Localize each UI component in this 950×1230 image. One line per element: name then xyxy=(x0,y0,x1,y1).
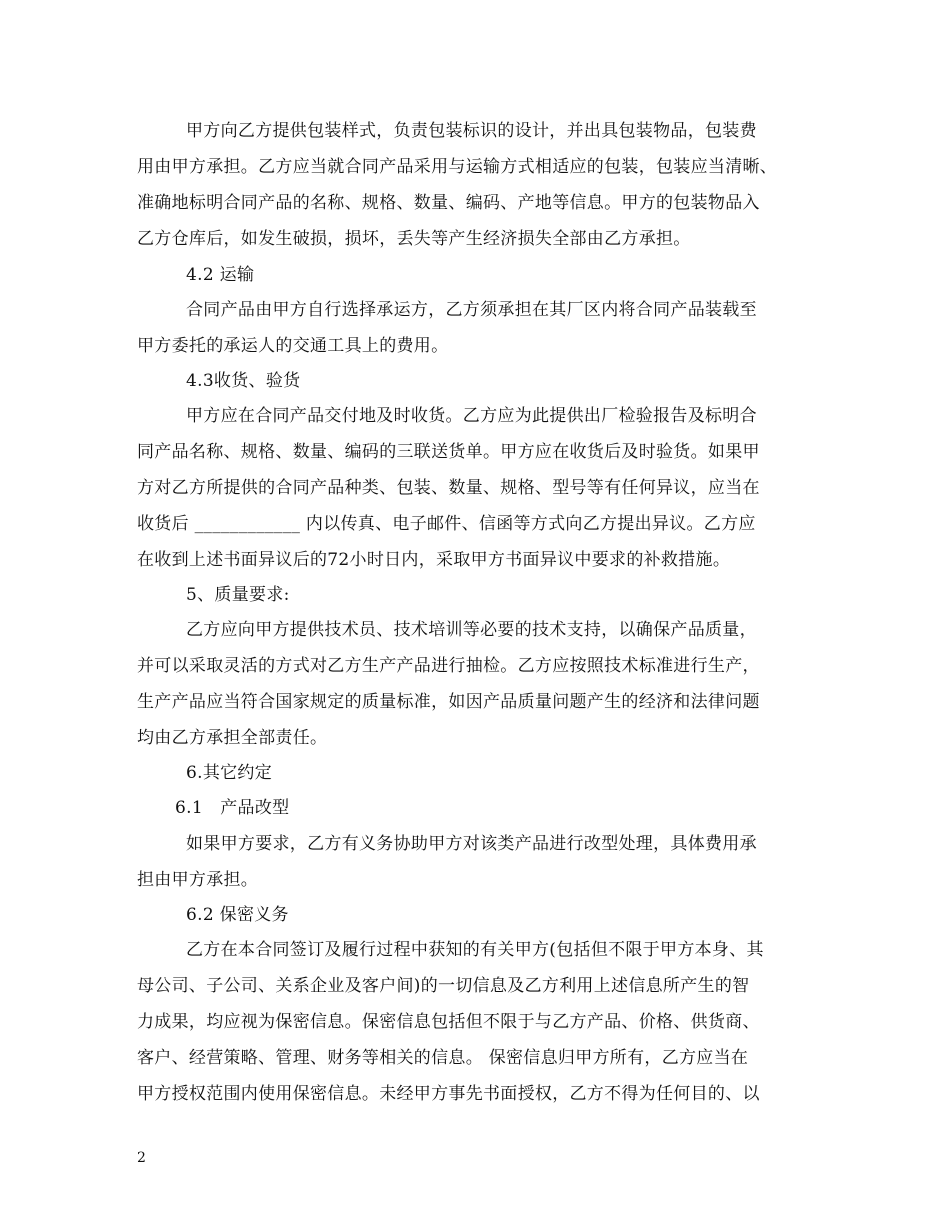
paragraph-line: 如果甲方要求，乙方有义务协助甲方对该类产品进行改型处理，具体费用承 xyxy=(186,834,757,854)
paragraph-line: 担由甲方承担。 xyxy=(137,870,259,890)
paragraph-line: 乙方仓库后，如发生破损，损坏，丢失等产生经济损失全部由乙方承担。 xyxy=(137,229,691,249)
paragraph-line: 同产品名称、规格、数量、编码的三联送货单。甲方应在收货后及时验货。如果甲 xyxy=(137,442,760,462)
section-heading: 4.2 运输 xyxy=(186,265,255,285)
paragraph-line: 并可以采取灵活的方式对乙方生产产品进行抽检。乙方应按照技术标准进行生产， xyxy=(137,656,760,676)
paragraph-line: 乙方应向甲方提供技术员、技术培训等必要的技术支持，以确保产品质量， xyxy=(186,620,757,640)
paragraph-line: 力成果，均应视为保密信息。保密信息包括但不限于与乙方产品、价格、供货商、 xyxy=(137,1012,760,1032)
paragraph-line: 准确地标明合同产品的名称、规格、数量、编码、产地等信息。甲方的包装物品入 xyxy=(137,193,760,213)
section-heading: 6.其它约定 xyxy=(186,763,273,783)
section-heading: 5、质量要求: xyxy=(186,585,290,605)
paragraph-line: 收货后 ____________ 内以传真、电子邮件、信函等方式向乙方提出异议。乙方应 xyxy=(137,514,756,534)
paragraph-line: 甲方委托的承运人的交通工具上的费用。 xyxy=(137,336,449,356)
paragraph-line: 母公司、子公司、关系企业及客户间)的一切信息及乙方利用上述信息所产生的智 xyxy=(137,976,750,996)
paragraph-line: 生产产品应当符合国家规定的质量标准，如因产品质量问题产生的经济和法律问题 xyxy=(137,692,760,712)
section-heading: 6.2 保密义务 xyxy=(186,905,289,925)
section-heading: 4.3收货、验货 xyxy=(186,371,301,391)
paragraph-line: 合同产品由甲方自行选择承运方，乙方须承担在其厂区内将合同产品装载至 xyxy=(186,300,757,320)
page-number: 2 xyxy=(137,1150,146,1166)
paragraph-line: 乙方在本合同签订及履行过程中获知的有关甲方(包括但不限于甲方本身、其 xyxy=(186,940,764,960)
paragraph-line: 在收到上述书面异议后的72小时日内，采取甲方书面异议中要求的补救措施。 xyxy=(137,550,731,570)
paragraph-line: 甲方授权范围内使用保密信息。未经甲方事先书面授权，乙方不得为任何目的、以 xyxy=(137,1084,760,1104)
paragraph-line: 用由甲方承担。乙方应当就合同产品采用与运输方式相适应的包装，包装应当清晰、 xyxy=(137,157,778,177)
paragraph-line: 均由乙方承担全部责任。 xyxy=(137,728,328,748)
paragraph-line: 方对乙方所提供的合同产品种类、包装、数量、规格、型号等有任何异议，应当在 xyxy=(137,478,760,498)
paragraph-line: 甲方向乙方提供包装样式，负责包装标识的设计，并出具包装物品，包装费 xyxy=(186,121,757,141)
section-heading: 6.1 产品改型 xyxy=(175,798,290,818)
paragraph-line: 甲方应在合同产品交付地及时收货。乙方应为此提供出厂检验报告及标明合 xyxy=(186,406,757,426)
paragraph-line: 客户、经营策略、管理、财务等相关的信息。 保密信息归甲方所有，乙方应当在 xyxy=(137,1048,749,1068)
